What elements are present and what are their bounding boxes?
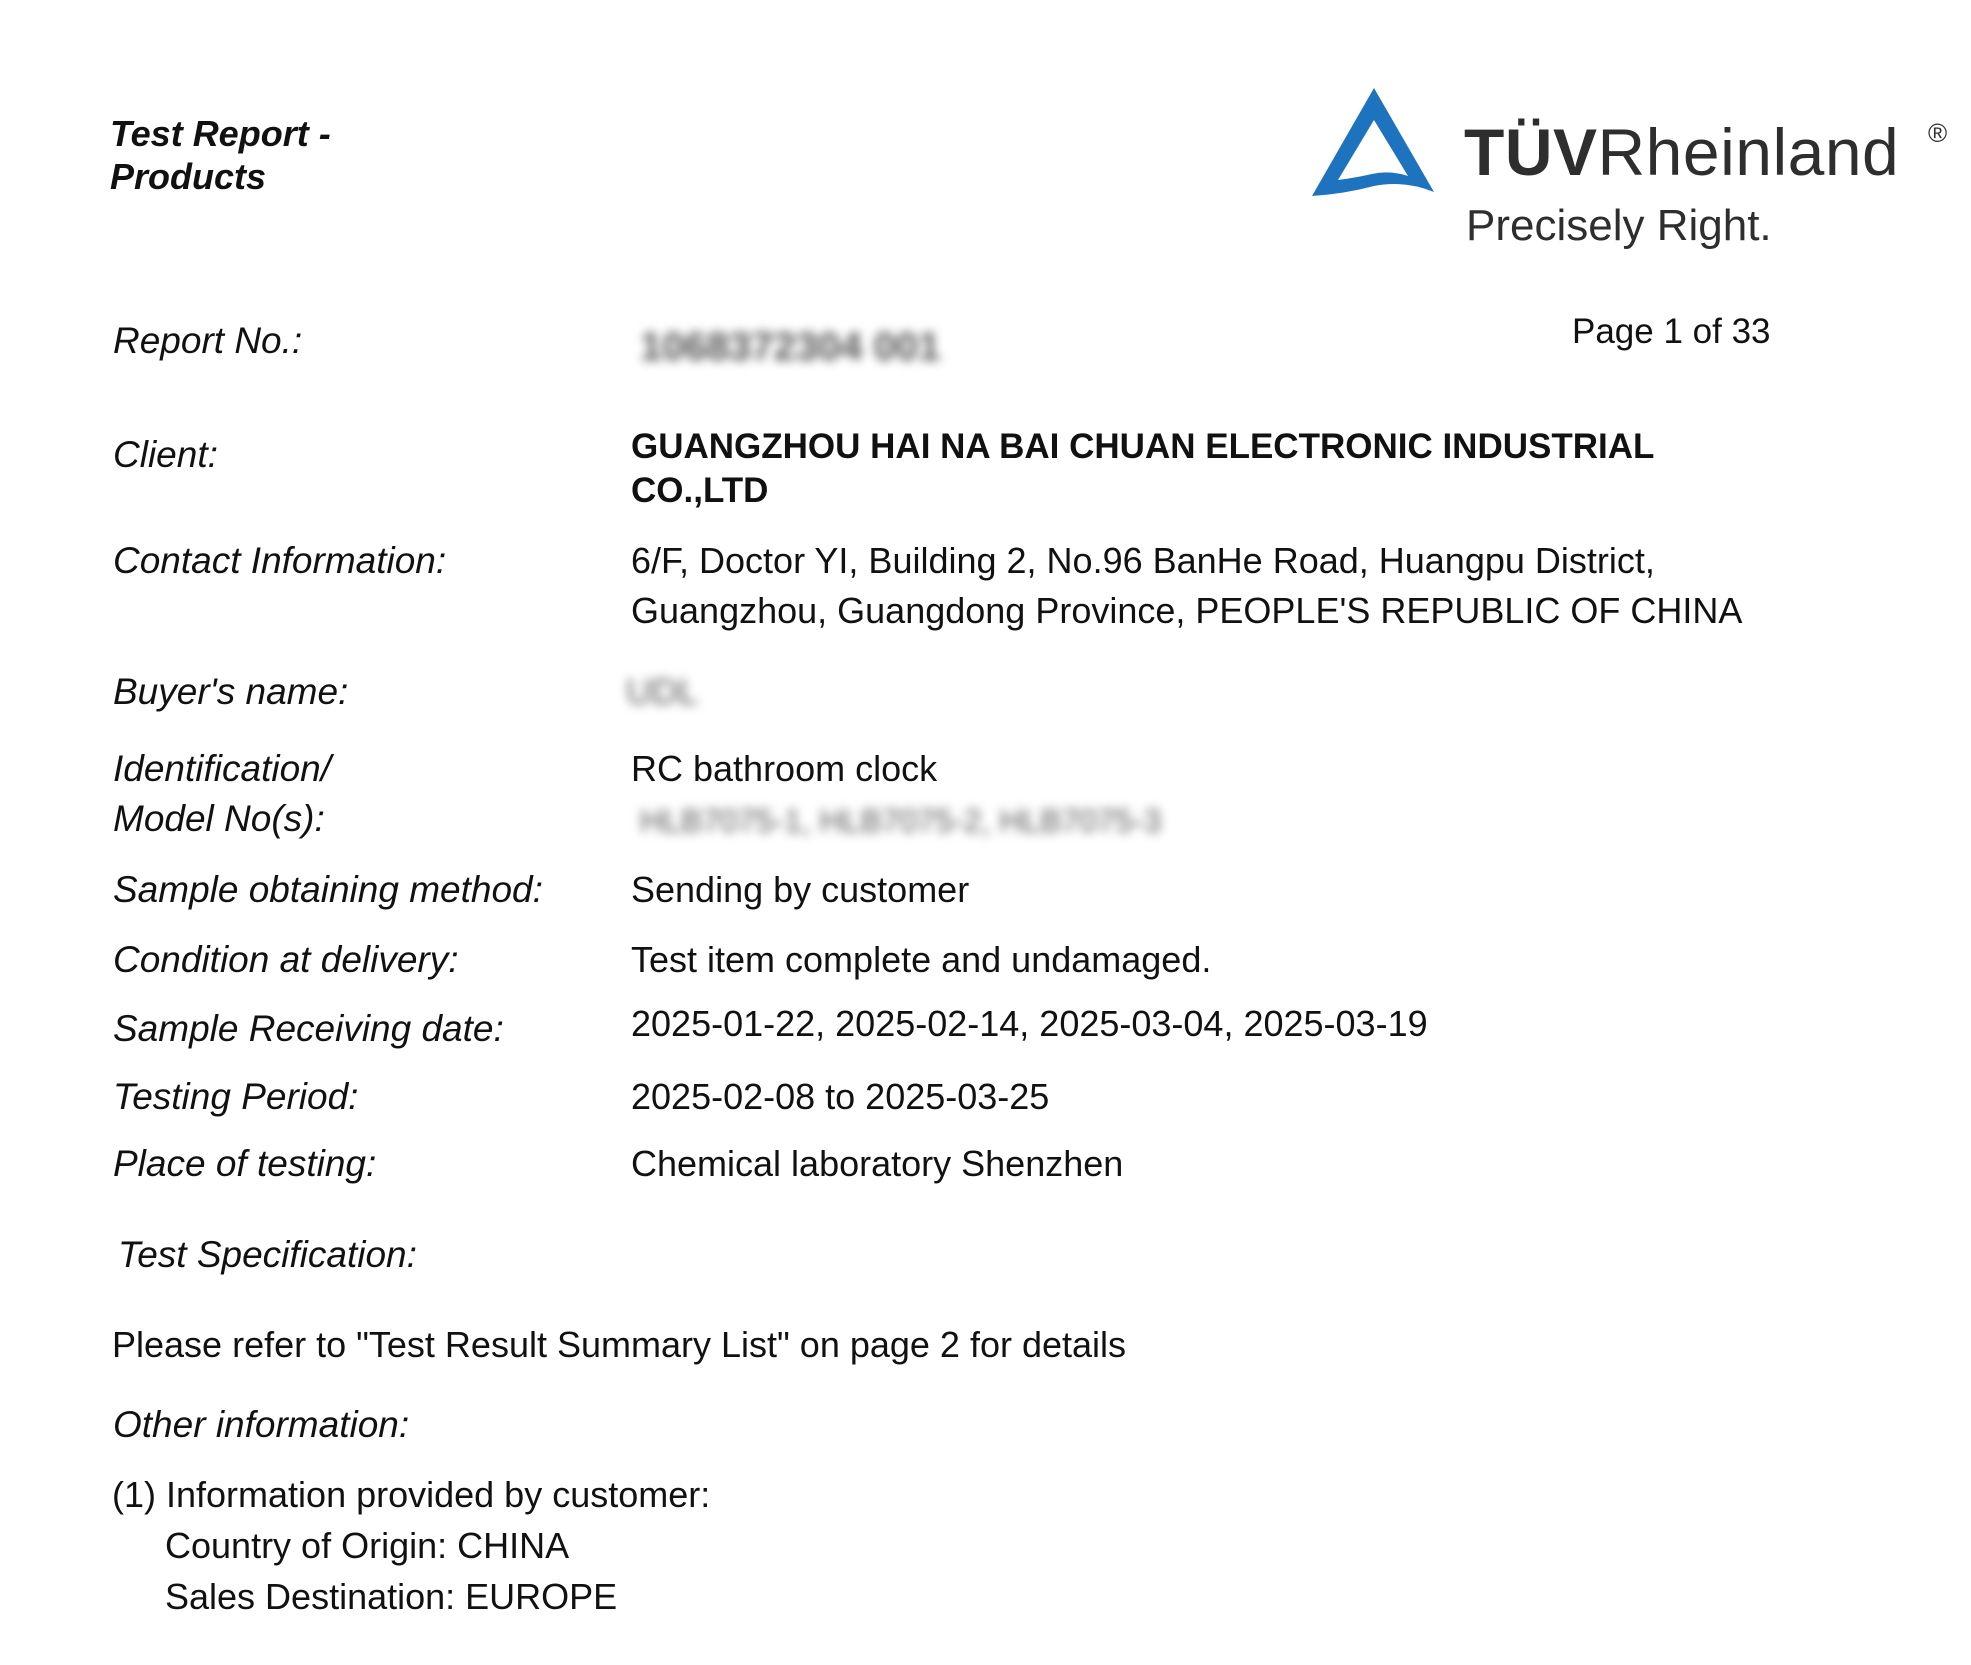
tuv-triangle-logo-icon bbox=[1308, 84, 1440, 202]
client-label: Client: bbox=[113, 434, 218, 475]
other-information-heading: Other information: bbox=[113, 1404, 410, 1445]
report-no-value: 1068372304 001 bbox=[640, 325, 941, 369]
logo-brand-tuv: TÜV bbox=[1464, 115, 1598, 189]
buyers-name-value: UDL bbox=[626, 671, 699, 712]
test-specification-text: Please refer to "Test Result Summary List" on page 2 for details bbox=[112, 1324, 1127, 1365]
registered-mark: ® bbox=[1928, 118, 1948, 148]
sample-obtaining-method-value: Sending by customer bbox=[631, 869, 970, 910]
condition-at-delivery-value: Test item complete and undamaged. bbox=[631, 939, 1212, 980]
sample-receiving-date-value: 2025-01-22, 2025-02-14, 2025-03-04, 2025-03-19 bbox=[631, 1003, 1428, 1044]
testing-period-label: Testing Period: bbox=[113, 1076, 359, 1117]
logo-brand-name bbox=[1464, 112, 1899, 192]
client-value-line2: CO.,LTD bbox=[631, 471, 769, 510]
logo-tagline: Precisely Right. bbox=[1466, 201, 1772, 250]
test-specification-heading: Test Specification: bbox=[118, 1234, 417, 1275]
contact-information-line2: Guangzhou, Guangdong Province, PEOPLE'S REPUBLIC OF CHINA bbox=[631, 590, 1743, 631]
contact-information-line1: 6/F, Doctor YI, Building 2, No.96 BanHe Road, Huangpu District, bbox=[631, 540, 1655, 581]
report-type-title-line1: Test Report - bbox=[110, 113, 331, 154]
buyers-name-label: Buyer's name: bbox=[113, 671, 349, 712]
sample-obtaining-method-label: Sample obtaining method: bbox=[113, 869, 543, 910]
place-of-testing-value: Chemical laboratory Shenzhen bbox=[631, 1143, 1124, 1184]
condition-at-delivery-label: Condition at delivery: bbox=[113, 939, 459, 980]
model-numbers-label: Model No(s): bbox=[113, 798, 325, 839]
place-of-testing-label: Place of testing: bbox=[113, 1143, 377, 1184]
sales-destination: Sales Destination: EUROPE bbox=[165, 1576, 618, 1617]
testing-period-value: 2025-02-08 to 2025-03-25 bbox=[631, 1076, 1050, 1117]
identification-label: Identification/ bbox=[113, 748, 332, 789]
sample-receiving-date-label: Sample Receiving date: bbox=[113, 1008, 504, 1049]
identification-value: RC bathroom clock bbox=[631, 748, 938, 789]
report-type-title-line2: Products bbox=[110, 156, 267, 197]
country-of-origin: Country of Origin: CHINA bbox=[165, 1525, 570, 1566]
report-type-title bbox=[110, 112, 331, 198]
logo-brand-rheinland: Rheinland bbox=[1597, 115, 1900, 189]
client-value-line1: GUANGZHOU HAI NA BAI CHUAN ELECTRONIC INDUSTRIAL bbox=[631, 427, 1655, 466]
page-indicator: Page 1 of 33 bbox=[1572, 312, 1771, 351]
other-information-item1: (1) Information provided by customer: bbox=[112, 1474, 711, 1515]
contact-information-label: Contact Information: bbox=[113, 540, 447, 581]
report-no-label: Report No.: bbox=[113, 320, 303, 361]
model-numbers-value: HLB7075-1, HLB7075-2, HLB7075-3 bbox=[640, 803, 1162, 839]
